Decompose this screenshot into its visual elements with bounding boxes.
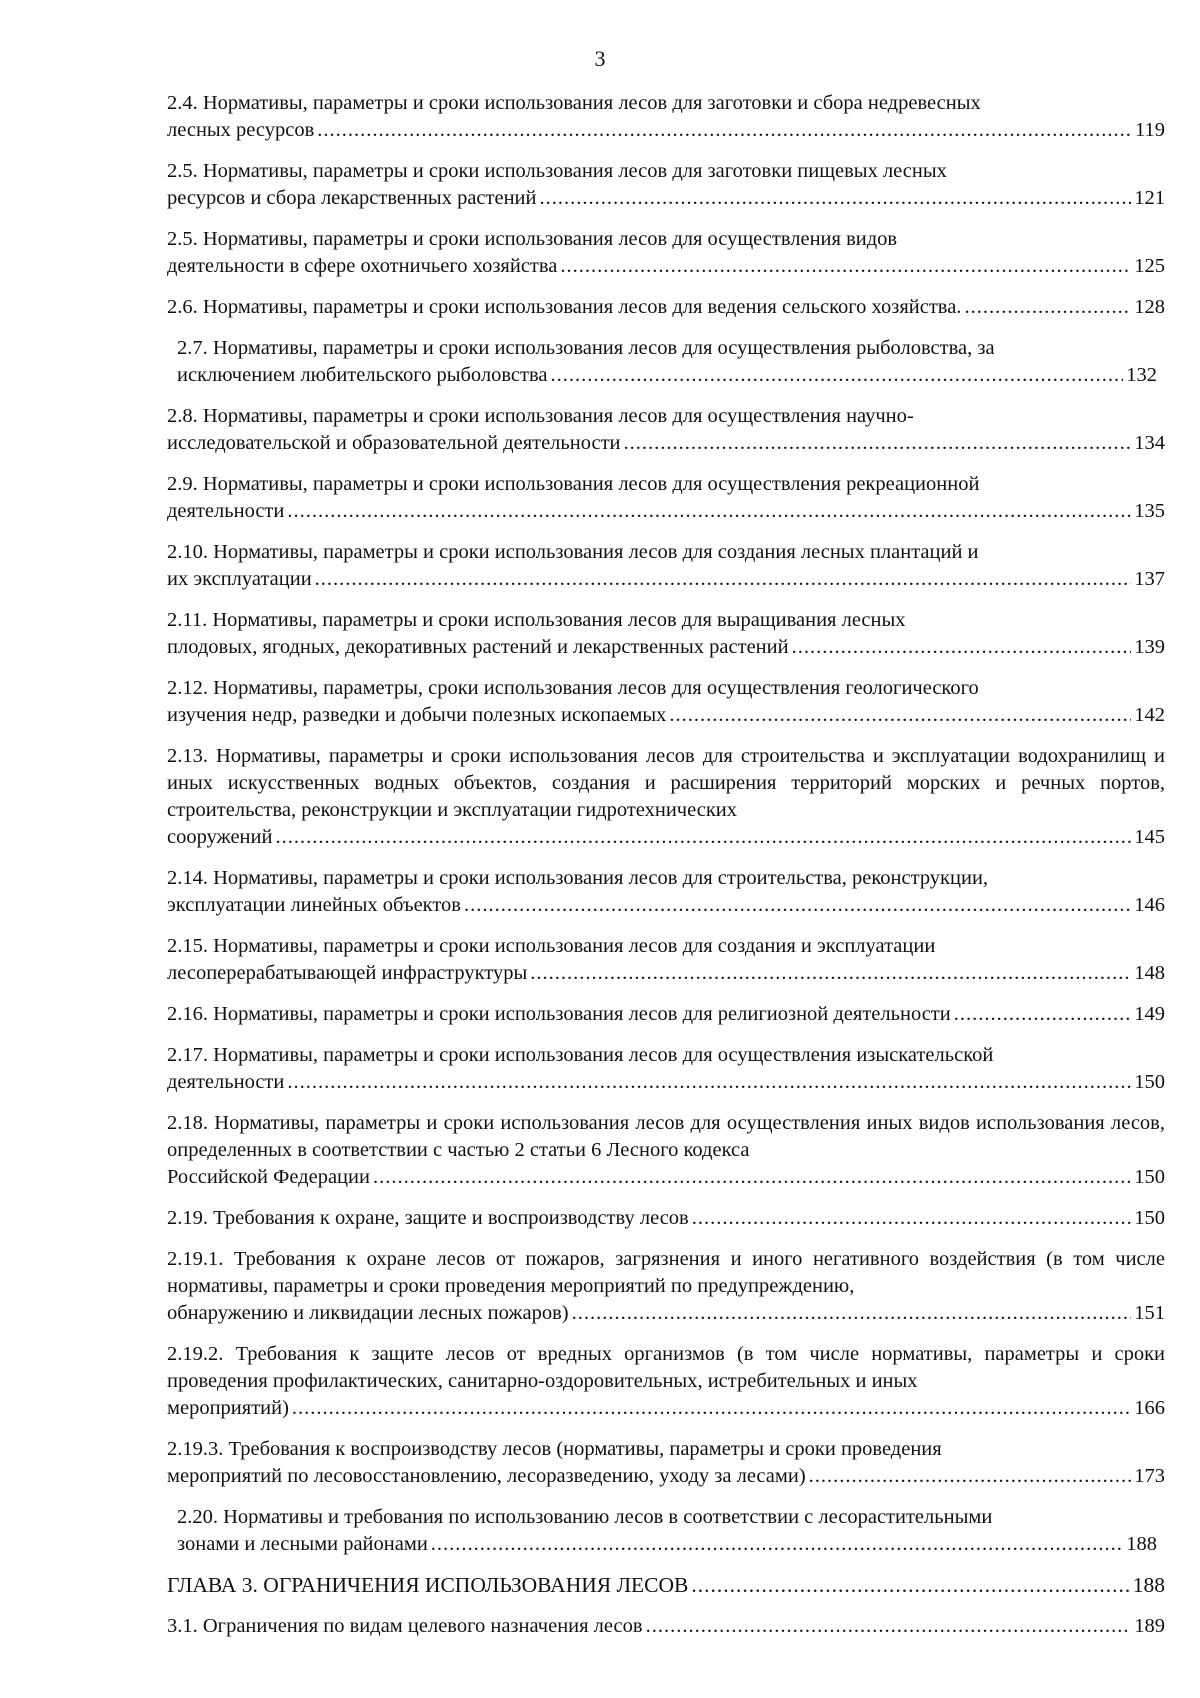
toc-entry [167, 158, 1165, 212]
toc-entry-text: 2.16. Нормативы, параметры и сроки использования лесов для религиозной деятельности [167, 1003, 951, 1025]
toc-entry-title: 2.19.3. Требования к воспроизводству лесов (нормативы, параметры и сроки проведения [167, 1438, 942, 1460]
dot-leader [431, 1531, 1123, 1558]
toc-entry-text: 2.6. Нормативы, параметры и сроки использования лесов для ведения сельского хозяйства. [167, 296, 962, 318]
toc-entry-line [167, 634, 1165, 661]
toc-entry-text: мероприятий) [167, 1397, 289, 1419]
toc-entry-text: 3.1. Ограничения по видам целевого назначения лесов [167, 1615, 643, 1637]
toc-entry-line [167, 1463, 1165, 1490]
toc-entry-line [167, 253, 1165, 280]
dot-leader [530, 960, 1131, 987]
toc-entry-line [167, 892, 1165, 919]
toc-entry-title: 2.12. Нормативы, параметры, сроки использования лесов для осуществления геологического [167, 677, 979, 699]
dot-leader [964, 294, 1131, 321]
toc-page-number: 150 [1134, 1166, 1165, 1188]
toc-entry [167, 1205, 1165, 1232]
toc-entry [167, 1341, 1165, 1422]
dot-leader [669, 702, 1131, 729]
toc-entry-text: 2.19. Требования к охране, защите и воспроизводству лесов [167, 1207, 689, 1229]
toc-entry-line [167, 1205, 1165, 1232]
toc-entry [167, 607, 1165, 661]
toc-entry-text: лесоперерабатывающей инфраструктуры [167, 962, 528, 984]
toc-entry [167, 865, 1165, 919]
dot-leader [560, 253, 1131, 280]
toc-entry-text: ГЛАВА 3. ОГРАНИЧЕНИЯ ИСПОЛЬЗОВАНИЯ ЛЕСОВ [167, 1573, 689, 1597]
toc-entry-line [167, 185, 1165, 212]
toc-entry-text: лесных ресурсов [167, 119, 315, 141]
toc-entry-text: деятельности [167, 500, 285, 522]
toc-entry-text: сооружений [167, 826, 273, 848]
toc-entry-line [167, 1164, 1165, 1191]
toc-entry-title: 2.20. Нормативы и требования по использованию лесов в соответствии с лесорастительными [177, 1506, 993, 1528]
dot-leader [792, 634, 1132, 661]
toc-entry-line [177, 362, 1157, 389]
toc-page-number: 188 [1132, 1573, 1165, 1597]
toc-entry [167, 743, 1165, 851]
dot-leader [287, 1069, 1131, 1096]
toc-entry [167, 1110, 1165, 1191]
toc-entry [167, 675, 1165, 729]
dot-leader [464, 892, 1131, 919]
toc-page-number: 132 [1126, 364, 1157, 386]
toc-entry [167, 335, 1165, 389]
toc-entry-title: 2.5. Нормативы, параметры и сроки использования лесов для осуществления видов [167, 228, 898, 250]
toc-page-number: 166 [1134, 1397, 1165, 1419]
toc-entry-title: 2.18. Нормативы, параметры и сроки использования лесов для осуществления иных видов использования лесов, определенных в соответствии с частью 2 статьи 6 Лесного кодекса [167, 1112, 1165, 1161]
toc-entry-title: 2.8. Нормативы, параметры и сроки использования лесов для осуществления научно- [167, 405, 914, 427]
toc-entry [167, 1042, 1165, 1096]
dot-leader [646, 1613, 1132, 1640]
dot-leader [692, 1205, 1132, 1232]
toc-entry [167, 471, 1165, 525]
toc-page-number: 128 [1134, 296, 1165, 318]
toc-entry-text: исследовательской и образовательной деятельности [167, 432, 621, 454]
toc-entry [167, 539, 1165, 593]
toc-entry-title: 2.11. Нормативы, параметры и сроки использования лесов для выращивания лесных [167, 609, 906, 631]
toc-page-number: 150 [1134, 1071, 1165, 1093]
toc-entry [167, 1001, 1165, 1028]
toc-entry-text: исключением любительского рыболовства [177, 364, 548, 386]
toc-entry-text: Российской Федерации [167, 1166, 370, 1188]
toc-entry [167, 403, 1165, 457]
toc-entry-line [167, 117, 1165, 144]
toc-page-number: 149 [1134, 1003, 1165, 1025]
table-of-contents [167, 90, 1165, 1654]
dot-leader [315, 566, 1132, 593]
dot-leader [954, 1001, 1132, 1028]
toc-entry-line [167, 960, 1165, 987]
toc-page-number: 142 [1134, 704, 1165, 726]
toc-entry-line [167, 1395, 1165, 1422]
toc-entry-line [167, 1613, 1165, 1640]
toc-entry-title: 2.13. Нормативы, параметры и сроки использования лесов для строительства и эксплуатации водохранилищ и иных искусственных водных объектов, создания и расширения территорий морских и речных портов, строительства, реконструкции и эксплуатации гидротехнических [167, 745, 1165, 821]
toc-entry-title: 2.15. Нормативы, параметры и сроки использования лесов для создания и эксплуатации [167, 935, 936, 957]
toc-page-number: 188 [1126, 1533, 1157, 1555]
toc-page-number: 146 [1134, 894, 1165, 916]
toc-entry-text: их эксплуатации [167, 568, 312, 590]
toc-entry [167, 1246, 1165, 1327]
toc-entry-title: 2.9. Нормативы, параметры и сроки использования лесов для осуществления рекреационной [167, 473, 980, 495]
toc-entry-line [167, 824, 1165, 851]
toc-entry-title: 2.14. Нормативы, параметры и сроки использования лесов для строительства, реконструкции, [167, 867, 989, 889]
toc-entry-text: мероприятий по лесовосстановлению, лесоразведению, уходу за лесами) [167, 1465, 806, 1487]
toc-entry-text: эксплуатации линейных объектов [167, 894, 461, 916]
toc-page-number: 151 [1134, 1302, 1165, 1324]
toc-entry-text: зонами и лесными районами [177, 1533, 428, 1555]
toc-entry-title: 2.10. Нормативы, параметры и сроки использования лесов для создания лесных плантаций и [167, 541, 979, 563]
toc-entry-text: изучения недр, разведки и добычи полезных ископаемых [167, 704, 667, 726]
toc-entry-text: обнаружению и ликвидации лесных пожаров) [167, 1302, 569, 1324]
toc-entry-line [167, 430, 1165, 457]
dot-leader [572, 1300, 1132, 1327]
dot-leader [317, 117, 1132, 144]
toc-entry-line [167, 294, 1165, 321]
toc-page-number: 145 [1134, 826, 1165, 848]
toc-entry-line [177, 1531, 1157, 1558]
toc-entry-title: 2.7. Нормативы, параметры и сроки использования лесов для осуществления рыболовства, за [177, 337, 995, 359]
toc-entry-line [167, 702, 1165, 729]
toc-page-number: 135 [1134, 500, 1165, 522]
toc-page-number: 121 [1134, 187, 1165, 209]
dot-leader [373, 1164, 1131, 1191]
page-number: 3 [594, 46, 606, 71]
toc-entry [167, 90, 1165, 144]
toc-page-number: 173 [1134, 1465, 1165, 1487]
toc-page-number: 189 [1134, 1615, 1165, 1637]
toc-page-number: 150 [1134, 1207, 1165, 1229]
toc-entry-title: 2.4. Нормативы, параметры и сроки использования лесов для заготовки и сбора недревесных [167, 92, 981, 114]
toc-entry [167, 1504, 1165, 1558]
toc-entry-line [167, 1001, 1165, 1028]
toc-page-number: 119 [1135, 119, 1165, 141]
dot-leader [551, 362, 1124, 389]
toc-entry [167, 1613, 1165, 1640]
toc-page-number: 125 [1134, 255, 1165, 277]
toc-entry [167, 294, 1165, 321]
toc-entry-line [167, 566, 1165, 593]
toc-entry [167, 1436, 1165, 1490]
toc-entry [167, 1572, 1165, 1599]
toc-entry-line [167, 498, 1165, 525]
toc-entry-title: 2.5. Нормативы, параметры и сроки использования лесов для заготовки пищевых лесных [167, 160, 947, 182]
toc-entry-title: 2.17. Нормативы, параметры и сроки использования лесов для осуществления изыскательской [167, 1044, 994, 1066]
toc-entry-text: ресурсов и сбора лекарственных растений [167, 187, 537, 209]
toc-entry-line [167, 1069, 1165, 1096]
dot-leader [540, 185, 1132, 212]
toc-entry-title: 2.19.1. Требования к охране лесов от пожаров, загрязнения и иного негативного воздействия (в том числе нормативы, параметры и сроки проведения мероприятий по предупреждению, [167, 1248, 1165, 1297]
toc-page-number: 148 [1134, 962, 1165, 984]
toc-entry-text: деятельности [167, 1071, 285, 1093]
toc-entry-line [167, 1572, 1165, 1599]
dot-leader [624, 430, 1132, 457]
toc-page-number: 134 [1134, 432, 1165, 454]
toc-entry [167, 933, 1165, 987]
toc-entry-text: плодовых, ягодных, декоративных растений и лекарственных растений [167, 636, 789, 658]
dot-leader [809, 1463, 1132, 1490]
dot-leader [275, 824, 1131, 851]
toc-page-number: 137 [1134, 568, 1165, 590]
toc-entry-text: деятельности в сфере охотничьего хозяйства [167, 255, 558, 277]
dot-leader [691, 1572, 1129, 1599]
toc-entry-title: 2.19.2. Требования к защите лесов от вредных организмов (в том числе нормативы, параметры и сроки проведения профилактических, санитарно-оздоровительных, истребительных и иных [167, 1343, 1165, 1392]
dot-leader [292, 1395, 1131, 1422]
toc-page-number: 139 [1134, 636, 1165, 658]
toc-entry [167, 226, 1165, 280]
dot-leader [287, 498, 1131, 525]
toc-entry-line [167, 1300, 1165, 1327]
